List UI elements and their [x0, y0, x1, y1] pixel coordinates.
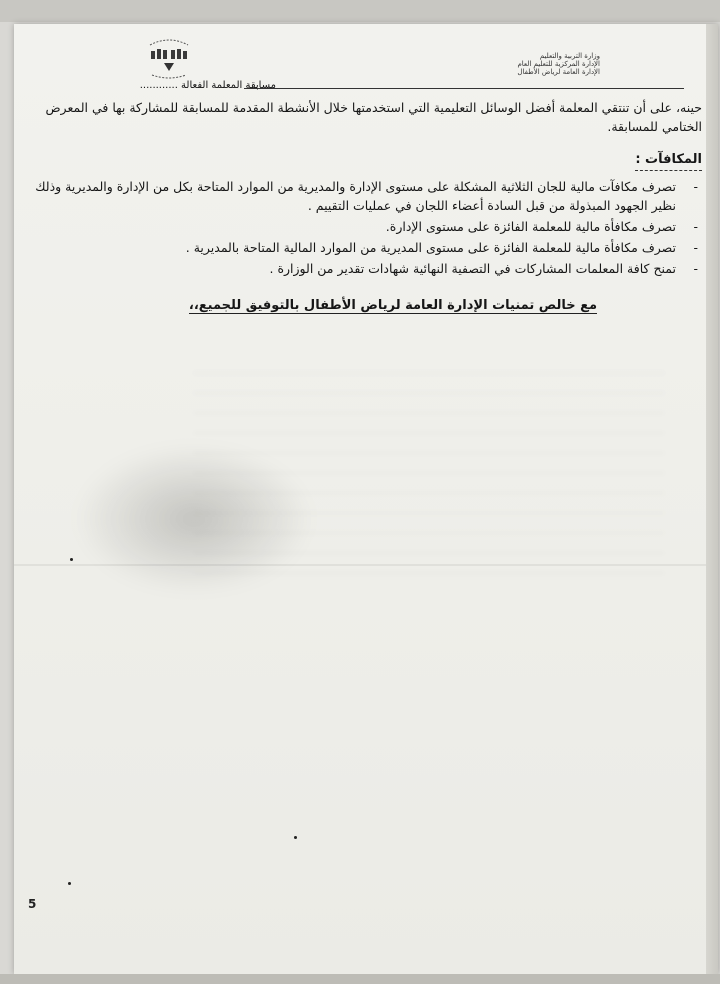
closing-text: مع خالص تمنيات الإدارة العامة لرياض الأطفال بالتوفيق للجميع،، — [188, 298, 598, 313]
speck — [68, 882, 71, 885]
speck — [294, 836, 297, 839]
eagle-emblem-icon — [142, 37, 196, 83]
ministry-logo — [142, 36, 196, 84]
ministry-line: الإدارة المركزية للتعليم العام — [517, 60, 600, 68]
page-fold — [14, 564, 718, 566]
ministry-line: وزارة التربية والتعليم — [539, 52, 600, 60]
reward-item — [24, 217, 698, 236]
bullet-dash-icon: - — [693, 240, 698, 255]
intro-paragraph: حينه، على أن تنتقي المعلمة أفضل الوسائل التعليمية التي استخدمتها خلال الأنشطة المقدمة للمسابقة للمشاركة بها في المعرض الختامي للمسابقة. — [45, 100, 702, 134]
reward-item — [24, 177, 698, 215]
bullet-dash-icon: - — [693, 261, 698, 276]
document-body — [24, 98, 702, 315]
document-page — [14, 24, 718, 974]
bullet-dash-icon: - — [693, 219, 698, 234]
shadow-smudge — [74, 444, 314, 594]
closing-line — [24, 296, 702, 315]
bullet-dash-icon: - — [693, 179, 698, 194]
reward-text: تمنح كافة المعلمات المشاركات في التصفية النهائية شهادات تقدير من الوزارة . — [269, 261, 676, 276]
reward-text: تصرف مكافأة مالية للمعلمة الفائزة على مستوى الإدارة. — [385, 219, 676, 234]
rewards-list — [24, 177, 702, 278]
ministry-block — [470, 52, 600, 76]
competition-title: مسابقة المعلمة الفعالة ............ — [139, 80, 276, 91]
photo-background-bottom — [0, 974, 720, 984]
ministry-line: الإدارة العامة لرياض الأطفال — [517, 68, 600, 76]
speck — [70, 558, 73, 561]
reward-text: تصرف مكافآت مالية للجان الثلاثية المشكلة على مستوى الإدارة والمديرية من الموارد المتاحة بكل من الإدارة والمديرية وذلك نظير الجهود المبذولة من قبل السادة أعضاء اللجان في عمليات التقييم . — [35, 179, 676, 213]
rewards-heading: المكافآت : — [635, 150, 702, 171]
header-divider — [244, 88, 684, 89]
page-edge — [706, 24, 718, 974]
page-number: 5 — [28, 897, 37, 911]
reward-text: تصرف مكافأة مالية للمعلمة الفائزة على مستوى المديرية من الموارد المالية المتاحة بالمديرية . — [185, 240, 676, 255]
reward-item — [24, 238, 698, 257]
photo-background-top — [0, 0, 720, 22]
reward-item — [24, 259, 698, 278]
